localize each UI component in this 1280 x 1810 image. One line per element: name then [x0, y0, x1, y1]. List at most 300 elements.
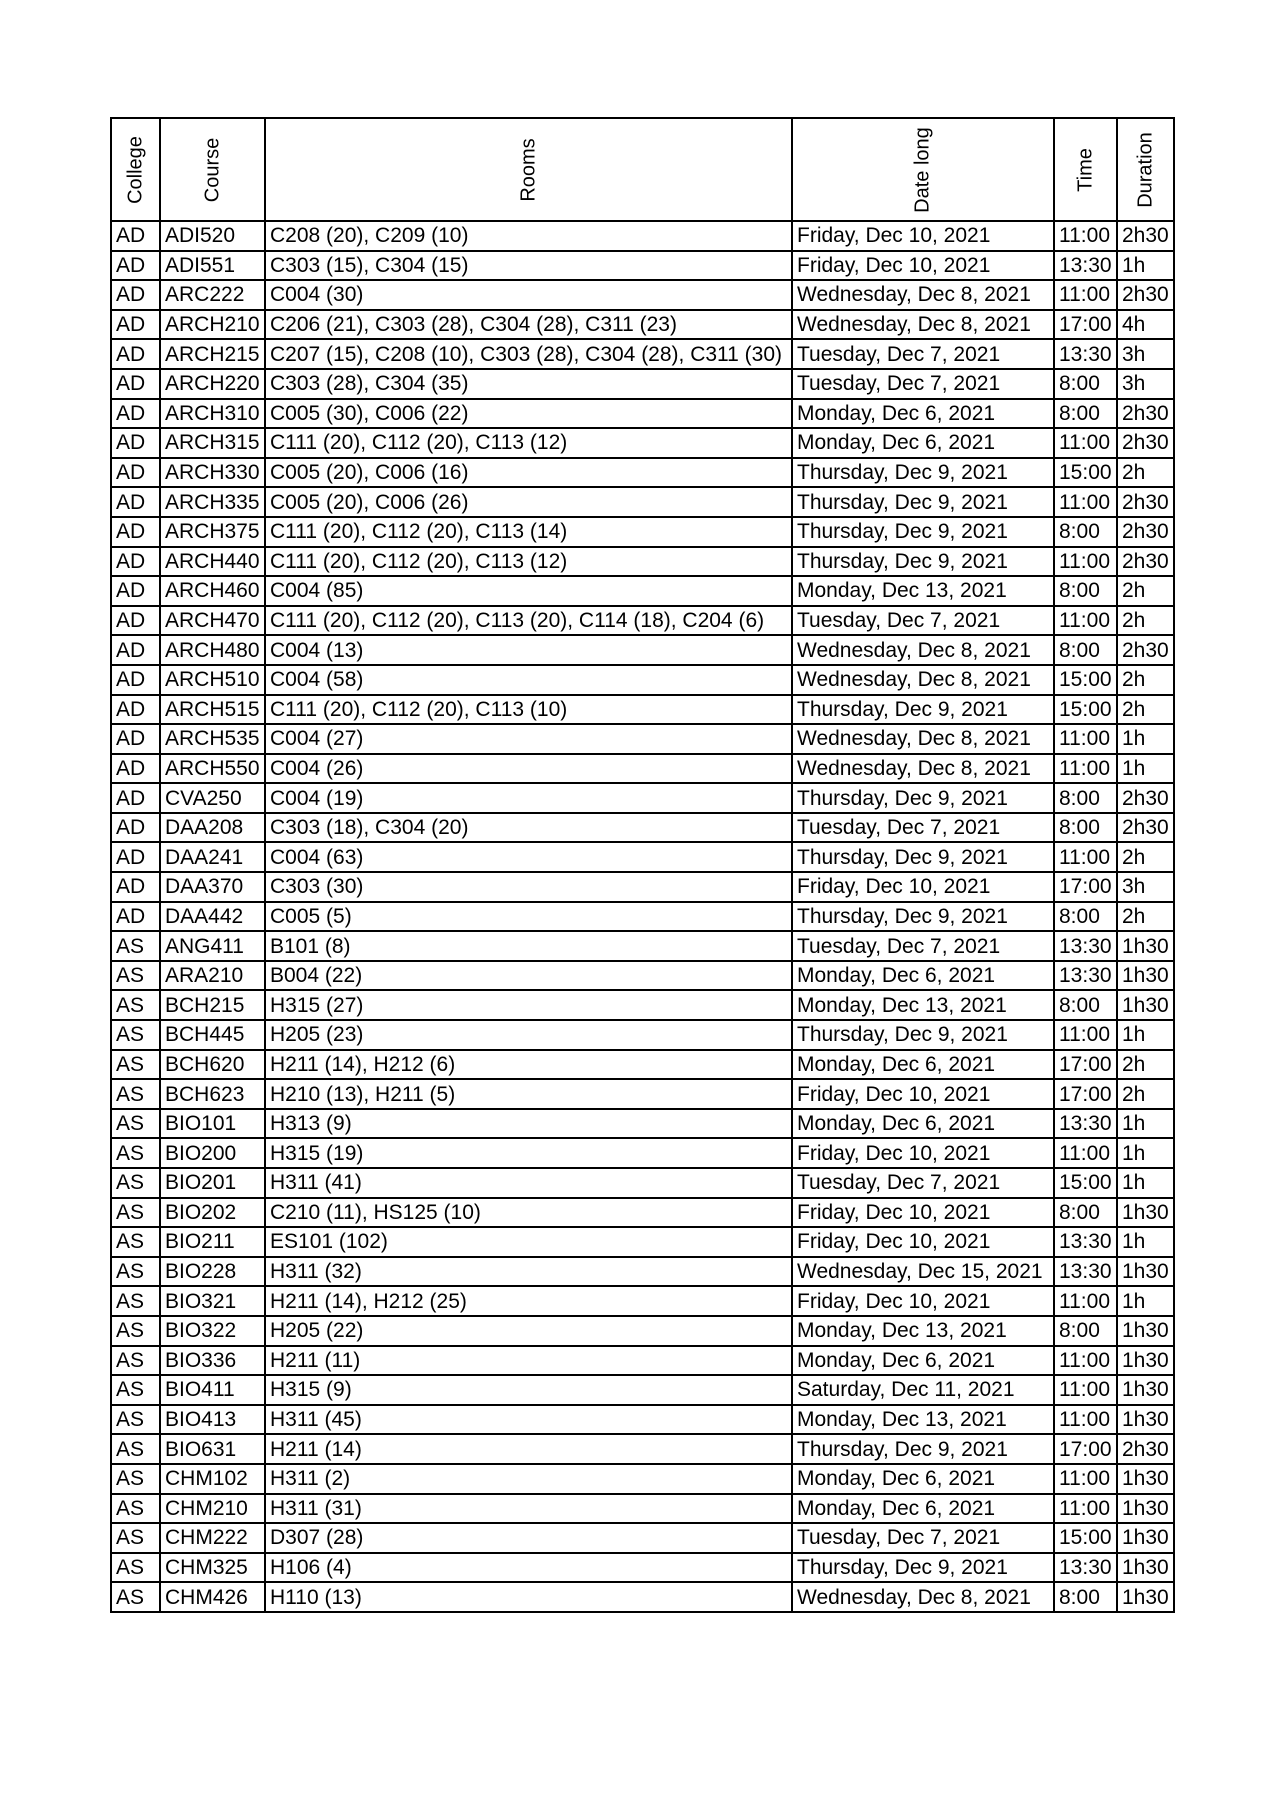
date-cell: Monday, Dec 13, 2021 [792, 576, 1054, 606]
college-cell: AD [111, 428, 160, 458]
duration-cell: 1h [1117, 1109, 1174, 1139]
duration-cell: 4h [1117, 310, 1174, 340]
date-cell: Monday, Dec 6, 2021 [792, 399, 1054, 429]
table-row [111, 547, 1174, 577]
college-cell: AS [111, 1346, 160, 1376]
rooms-cell: H210 (13), H211 (5) [265, 1079, 792, 1109]
table-row [111, 724, 1174, 754]
table-row [111, 931, 1174, 961]
course-cell: ARCH535 [160, 724, 265, 754]
college-cell: AD [111, 902, 160, 932]
table-row [111, 635, 1174, 665]
date-cell: Thursday, Dec 9, 2021 [792, 902, 1054, 932]
course-cell: ARCH460 [160, 576, 265, 606]
course-cell: BIO211 [160, 1227, 265, 1257]
date-cell: Friday, Dec 10, 2021 [792, 1079, 1054, 1109]
rooms-cell: H211 (14), H212 (25) [265, 1286, 792, 1316]
duration-cell: 2h30 [1117, 547, 1174, 577]
time-cell: 8:00 [1054, 990, 1117, 1020]
duration-cell: 3h [1117, 339, 1174, 369]
date-cell: Monday, Dec 6, 2021 [792, 428, 1054, 458]
date-cell: Wednesday, Dec 8, 2021 [792, 1582, 1054, 1612]
duration-cell: 2h [1117, 576, 1174, 606]
table-row [111, 428, 1174, 458]
rooms-cell: C005 (20), C006 (26) [265, 487, 792, 517]
course-cell: ARCH315 [160, 428, 265, 458]
time-cell: 17:00 [1054, 1434, 1117, 1464]
college-cell: AD [111, 399, 160, 429]
duration-cell: 3h [1117, 872, 1174, 902]
time-cell: 8:00 [1054, 1198, 1117, 1228]
time-cell: 15:00 [1054, 1168, 1117, 1198]
rooms-cell: C208 (20), C209 (10) [265, 221, 792, 251]
time-cell: 8:00 [1054, 399, 1117, 429]
course-cell: BIO411 [160, 1375, 265, 1405]
table-row [111, 576, 1174, 606]
duration-cell: 1h [1117, 1138, 1174, 1168]
time-cell: 17:00 [1054, 310, 1117, 340]
college-cell: AD [111, 724, 160, 754]
rooms-cell: H211 (11) [265, 1346, 792, 1376]
rooms-cell: H205 (22) [265, 1316, 792, 1346]
table-row [111, 221, 1174, 251]
time-cell: 11:00 [1054, 606, 1117, 636]
date-cell: Thursday, Dec 9, 2021 [792, 1553, 1054, 1583]
duration-cell: 1h [1117, 1286, 1174, 1316]
college-cell: AD [111, 547, 160, 577]
college-cell: AD [111, 369, 160, 399]
college-cell: AS [111, 1257, 160, 1287]
header-duration-label: Duration [1134, 131, 1156, 208]
rooms-cell: H315 (27) [265, 990, 792, 1020]
college-cell: AD [111, 813, 160, 843]
duration-cell: 2h30 [1117, 1434, 1174, 1464]
time-cell: 11:00 [1054, 1464, 1117, 1494]
rooms-cell: D307 (28) [265, 1523, 792, 1553]
time-cell: 13:30 [1054, 1227, 1117, 1257]
rooms-cell: H311 (32) [265, 1257, 792, 1287]
rooms-cell: C004 (30) [265, 280, 792, 310]
duration-cell: 1h30 [1117, 1257, 1174, 1287]
header-date [792, 118, 1054, 221]
time-cell: 8:00 [1054, 369, 1117, 399]
rooms-cell: H311 (31) [265, 1494, 792, 1524]
table-row [111, 1079, 1174, 1109]
header-course [160, 118, 265, 221]
table-row [111, 1138, 1174, 1168]
rooms-cell: H211 (14), H212 (6) [265, 1050, 792, 1080]
date-cell: Monday, Dec 13, 2021 [792, 1316, 1054, 1346]
course-cell: ARCH470 [160, 606, 265, 636]
college-cell: AD [111, 221, 160, 251]
time-cell: 13:30 [1054, 1109, 1117, 1139]
rooms-cell: C004 (58) [265, 665, 792, 695]
table-row [111, 280, 1174, 310]
table-row [111, 310, 1174, 340]
rooms-cell: C210 (11), HS125 (10) [265, 1198, 792, 1228]
college-cell: AS [111, 1464, 160, 1494]
course-cell: BCH215 [160, 990, 265, 1020]
table-row [111, 1434, 1174, 1464]
table-row [111, 1553, 1174, 1583]
rooms-cell: B004 (22) [265, 961, 792, 991]
time-cell: 13:30 [1054, 251, 1117, 281]
date-cell: Thursday, Dec 9, 2021 [792, 1020, 1054, 1050]
course-cell: CHM426 [160, 1582, 265, 1612]
course-cell: BIO631 [160, 1434, 265, 1464]
course-cell: ARCH220 [160, 369, 265, 399]
duration-cell: 1h30 [1117, 1346, 1174, 1376]
table-row [111, 1168, 1174, 1198]
time-cell: 11:00 [1054, 1494, 1117, 1524]
college-cell: AS [111, 1079, 160, 1109]
table-row [111, 1286, 1174, 1316]
course-cell: CHM210 [160, 1494, 265, 1524]
course-cell: BCH620 [160, 1050, 265, 1080]
time-cell: 11:00 [1054, 1138, 1117, 1168]
rooms-cell: C004 (85) [265, 576, 792, 606]
course-cell: ARCH550 [160, 754, 265, 784]
header-course-label: Course [201, 137, 223, 202]
college-cell: AD [111, 606, 160, 636]
time-cell: 8:00 [1054, 783, 1117, 813]
rooms-cell: C005 (20), C006 (16) [265, 458, 792, 488]
date-cell: Tuesday, Dec 7, 2021 [792, 606, 1054, 636]
college-cell: AS [111, 1553, 160, 1583]
college-cell: AS [111, 1020, 160, 1050]
college-cell: AS [111, 1582, 160, 1612]
time-cell: 13:30 [1054, 1553, 1117, 1583]
table-row [111, 1050, 1174, 1080]
college-cell: AD [111, 310, 160, 340]
college-cell: AS [111, 961, 160, 991]
college-cell: AS [111, 1168, 160, 1198]
time-cell: 11:00 [1054, 1286, 1117, 1316]
duration-cell: 1h30 [1117, 1375, 1174, 1405]
college-cell: AD [111, 695, 160, 725]
time-cell: 11:00 [1054, 1020, 1117, 1050]
date-cell: Wednesday, Dec 8, 2021 [792, 665, 1054, 695]
time-cell: 15:00 [1054, 458, 1117, 488]
duration-cell: 2h30 [1117, 517, 1174, 547]
rooms-cell: C005 (5) [265, 902, 792, 932]
duration-cell: 2h30 [1117, 221, 1174, 251]
date-cell: Monday, Dec 6, 2021 [792, 1109, 1054, 1139]
college-cell: AD [111, 576, 160, 606]
college-cell: AS [111, 1494, 160, 1524]
duration-cell: 1h [1117, 251, 1174, 281]
duration-cell: 1h [1117, 1020, 1174, 1050]
course-cell: ANG411 [160, 931, 265, 961]
course-cell: ARC222 [160, 280, 265, 310]
rooms-cell: H205 (23) [265, 1020, 792, 1050]
date-cell: Wednesday, Dec 8, 2021 [792, 310, 1054, 340]
date-cell: Thursday, Dec 9, 2021 [792, 458, 1054, 488]
course-cell: ARCH330 [160, 458, 265, 488]
time-cell: 17:00 [1054, 872, 1117, 902]
header-college-label: College [124, 135, 146, 204]
duration-cell: 1h30 [1117, 1405, 1174, 1435]
table-row [111, 1494, 1174, 1524]
college-cell: AS [111, 931, 160, 961]
date-cell: Thursday, Dec 9, 2021 [792, 517, 1054, 547]
college-cell: AD [111, 635, 160, 665]
rooms-cell: C005 (30), C006 (22) [265, 399, 792, 429]
course-cell: BIO321 [160, 1286, 265, 1316]
time-cell: 8:00 [1054, 517, 1117, 547]
duration-cell: 2h [1117, 1079, 1174, 1109]
college-cell: AS [111, 990, 160, 1020]
college-cell: AS [111, 1316, 160, 1346]
duration-cell: 1h30 [1117, 1494, 1174, 1524]
time-cell: 13:30 [1054, 961, 1117, 991]
time-cell: 8:00 [1054, 635, 1117, 665]
college-cell: AD [111, 339, 160, 369]
time-cell: 13:30 [1054, 1257, 1117, 1287]
rooms-cell: C303 (30) [265, 872, 792, 902]
header-time-label: Time [1074, 147, 1096, 192]
course-cell: BIO413 [160, 1405, 265, 1435]
date-cell: Thursday, Dec 9, 2021 [792, 487, 1054, 517]
header-date-label: Date long [911, 126, 934, 213]
course-cell: ARCH215 [160, 339, 265, 369]
date-cell: Thursday, Dec 9, 2021 [792, 842, 1054, 872]
college-cell: AD [111, 783, 160, 813]
time-cell: 11:00 [1054, 754, 1117, 784]
rooms-cell: C111 (20), C112 (20), C113 (10) [265, 695, 792, 725]
table-row [111, 902, 1174, 932]
college-cell: AS [111, 1523, 160, 1553]
course-cell: ARCH515 [160, 695, 265, 725]
rooms-cell: C111 (20), C112 (20), C113 (12) [265, 428, 792, 458]
course-cell: ARCH375 [160, 517, 265, 547]
date-cell: Tuesday, Dec 7, 2021 [792, 369, 1054, 399]
duration-cell: 1h30 [1117, 1198, 1174, 1228]
course-cell: ARCH440 [160, 547, 265, 577]
college-cell: AS [111, 1227, 160, 1257]
date-cell: Tuesday, Dec 7, 2021 [792, 339, 1054, 369]
date-cell: Wednesday, Dec 8, 2021 [792, 280, 1054, 310]
date-cell: Friday, Dec 10, 2021 [792, 1198, 1054, 1228]
duration-cell: 1h30 [1117, 1316, 1174, 1346]
rooms-cell: H313 (9) [265, 1109, 792, 1139]
course-cell: BCH623 [160, 1079, 265, 1109]
date-cell: Monday, Dec 6, 2021 [792, 961, 1054, 991]
course-cell: ADI520 [160, 221, 265, 251]
college-cell: AS [111, 1286, 160, 1316]
duration-cell: 2h30 [1117, 783, 1174, 813]
date-cell: Wednesday, Dec 8, 2021 [792, 635, 1054, 665]
date-cell: Friday, Dec 10, 2021 [792, 221, 1054, 251]
rooms-cell: H311 (2) [265, 1464, 792, 1494]
table-row [111, 1346, 1174, 1376]
table-row [111, 990, 1174, 1020]
table-row [111, 872, 1174, 902]
duration-cell: 1h [1117, 724, 1174, 754]
table-row [111, 1109, 1174, 1139]
college-cell: AD [111, 517, 160, 547]
date-cell: Saturday, Dec 11, 2021 [792, 1375, 1054, 1405]
course-cell: BCH445 [160, 1020, 265, 1050]
duration-cell: 2h [1117, 695, 1174, 725]
time-cell: 17:00 [1054, 1079, 1117, 1109]
rooms-cell: C303 (15), C304 (15) [265, 251, 792, 281]
rooms-cell: C004 (13) [265, 635, 792, 665]
course-cell: BIO201 [160, 1168, 265, 1198]
college-cell: AS [111, 1434, 160, 1464]
date-cell: Tuesday, Dec 7, 2021 [792, 813, 1054, 843]
duration-cell: 1h30 [1117, 961, 1174, 991]
header-row [111, 118, 1174, 221]
time-cell: 8:00 [1054, 902, 1117, 932]
time-cell: 17:00 [1054, 1050, 1117, 1080]
duration-cell: 2h [1117, 1050, 1174, 1080]
college-cell: AS [111, 1050, 160, 1080]
course-cell: ARCH510 [160, 665, 265, 695]
time-cell: 11:00 [1054, 1375, 1117, 1405]
course-cell: ADI551 [160, 251, 265, 281]
time-cell: 8:00 [1054, 813, 1117, 843]
course-cell: CHM102 [160, 1464, 265, 1494]
date-cell: Friday, Dec 10, 2021 [792, 872, 1054, 902]
rooms-cell: C206 (21), C303 (28), C304 (28), C311 (23) [265, 310, 792, 340]
date-cell: Thursday, Dec 9, 2021 [792, 695, 1054, 725]
duration-cell: 3h [1117, 369, 1174, 399]
rooms-cell: H106 (4) [265, 1553, 792, 1583]
header-duration [1117, 118, 1174, 221]
course-cell: CHM325 [160, 1553, 265, 1583]
table-row [111, 754, 1174, 784]
duration-cell: 2h [1117, 665, 1174, 695]
rooms-cell: B101 (8) [265, 931, 792, 961]
rooms-cell: H315 (19) [265, 1138, 792, 1168]
course-cell: BIO228 [160, 1257, 265, 1287]
time-cell: 15:00 [1054, 695, 1117, 725]
date-cell: Tuesday, Dec 7, 2021 [792, 931, 1054, 961]
course-cell: BIO202 [160, 1198, 265, 1228]
time-cell: 15:00 [1054, 665, 1117, 695]
time-cell: 8:00 [1054, 576, 1117, 606]
date-cell: Friday, Dec 10, 2021 [792, 1227, 1054, 1257]
date-cell: Friday, Dec 10, 2021 [792, 251, 1054, 281]
date-cell: Monday, Dec 6, 2021 [792, 1464, 1054, 1494]
table-row [111, 1257, 1174, 1287]
course-cell: BIO336 [160, 1346, 265, 1376]
rooms-cell: C111 (20), C112 (20), C113 (14) [265, 517, 792, 547]
header-rooms [265, 118, 792, 221]
date-cell: Wednesday, Dec 8, 2021 [792, 724, 1054, 754]
course-cell: BIO322 [160, 1316, 265, 1346]
duration-cell: 1h30 [1117, 1582, 1174, 1612]
college-cell: AS [111, 1405, 160, 1435]
table-row [111, 1523, 1174, 1553]
date-cell: Monday, Dec 6, 2021 [792, 1346, 1054, 1376]
duration-cell: 1h30 [1117, 1464, 1174, 1494]
college-cell: AS [111, 1138, 160, 1168]
time-cell: 15:00 [1054, 1523, 1117, 1553]
college-cell: AD [111, 280, 160, 310]
course-cell: DAA442 [160, 902, 265, 932]
college-cell: AD [111, 458, 160, 488]
duration-cell: 1h [1117, 754, 1174, 784]
time-cell: 13:30 [1054, 339, 1117, 369]
rooms-cell: C004 (27) [265, 724, 792, 754]
table-body [111, 221, 1174, 1612]
duration-cell: 2h [1117, 842, 1174, 872]
table-row [111, 1198, 1174, 1228]
table-row [111, 606, 1174, 636]
exam-schedule-table [110, 117, 1175, 1613]
duration-cell: 2h30 [1117, 635, 1174, 665]
table-row [111, 1316, 1174, 1346]
college-cell: AS [111, 1198, 160, 1228]
date-cell: Monday, Dec 13, 2021 [792, 1405, 1054, 1435]
college-cell: AD [111, 842, 160, 872]
course-cell: CVA250 [160, 783, 265, 813]
date-cell: Friday, Dec 10, 2021 [792, 1138, 1054, 1168]
college-cell: AD [111, 251, 160, 281]
table-row [111, 251, 1174, 281]
duration-cell: 2h [1117, 606, 1174, 636]
rooms-cell: H311 (45) [265, 1405, 792, 1435]
rooms-cell: H110 (13) [265, 1582, 792, 1612]
date-cell: Monday, Dec 6, 2021 [792, 1494, 1054, 1524]
duration-cell: 2h30 [1117, 428, 1174, 458]
table-row [111, 1020, 1174, 1050]
table-row [111, 961, 1174, 991]
course-cell: DAA370 [160, 872, 265, 902]
table-row [111, 399, 1174, 429]
college-cell: AS [111, 1375, 160, 1405]
course-cell: ARCH310 [160, 399, 265, 429]
table-row [111, 695, 1174, 725]
rooms-cell: C004 (19) [265, 783, 792, 813]
time-cell: 8:00 [1054, 1316, 1117, 1346]
rooms-cell: H311 (41) [265, 1168, 792, 1198]
college-cell: AD [111, 754, 160, 784]
rooms-cell: C303 (18), C304 (20) [265, 813, 792, 843]
table-row [111, 842, 1174, 872]
duration-cell: 2h [1117, 458, 1174, 488]
time-cell: 11:00 [1054, 428, 1117, 458]
time-cell: 11:00 [1054, 547, 1117, 577]
table-row [111, 1582, 1174, 1612]
time-cell: 11:00 [1054, 487, 1117, 517]
date-cell: Monday, Dec 13, 2021 [792, 990, 1054, 1020]
date-cell: Wednesday, Dec 15, 2021 [792, 1257, 1054, 1287]
table-row [111, 1464, 1174, 1494]
table-row [111, 369, 1174, 399]
time-cell: 13:30 [1054, 931, 1117, 961]
rooms-cell: H315 (9) [265, 1375, 792, 1405]
duration-cell: 2h30 [1117, 487, 1174, 517]
duration-cell: 1h [1117, 1227, 1174, 1257]
date-cell: Thursday, Dec 9, 2021 [792, 783, 1054, 813]
duration-cell: 2h30 [1117, 280, 1174, 310]
course-cell: DAA208 [160, 813, 265, 843]
date-cell: Tuesday, Dec 7, 2021 [792, 1523, 1054, 1553]
table-row [111, 487, 1174, 517]
course-cell: ARCH210 [160, 310, 265, 340]
header-time [1054, 118, 1117, 221]
table-row [111, 339, 1174, 369]
duration-cell: 1h30 [1117, 931, 1174, 961]
duration-cell: 1h [1117, 1168, 1174, 1198]
table-row [111, 1375, 1174, 1405]
table-row [111, 665, 1174, 695]
duration-cell: 2h [1117, 902, 1174, 932]
rooms-cell: H211 (14) [265, 1434, 792, 1464]
